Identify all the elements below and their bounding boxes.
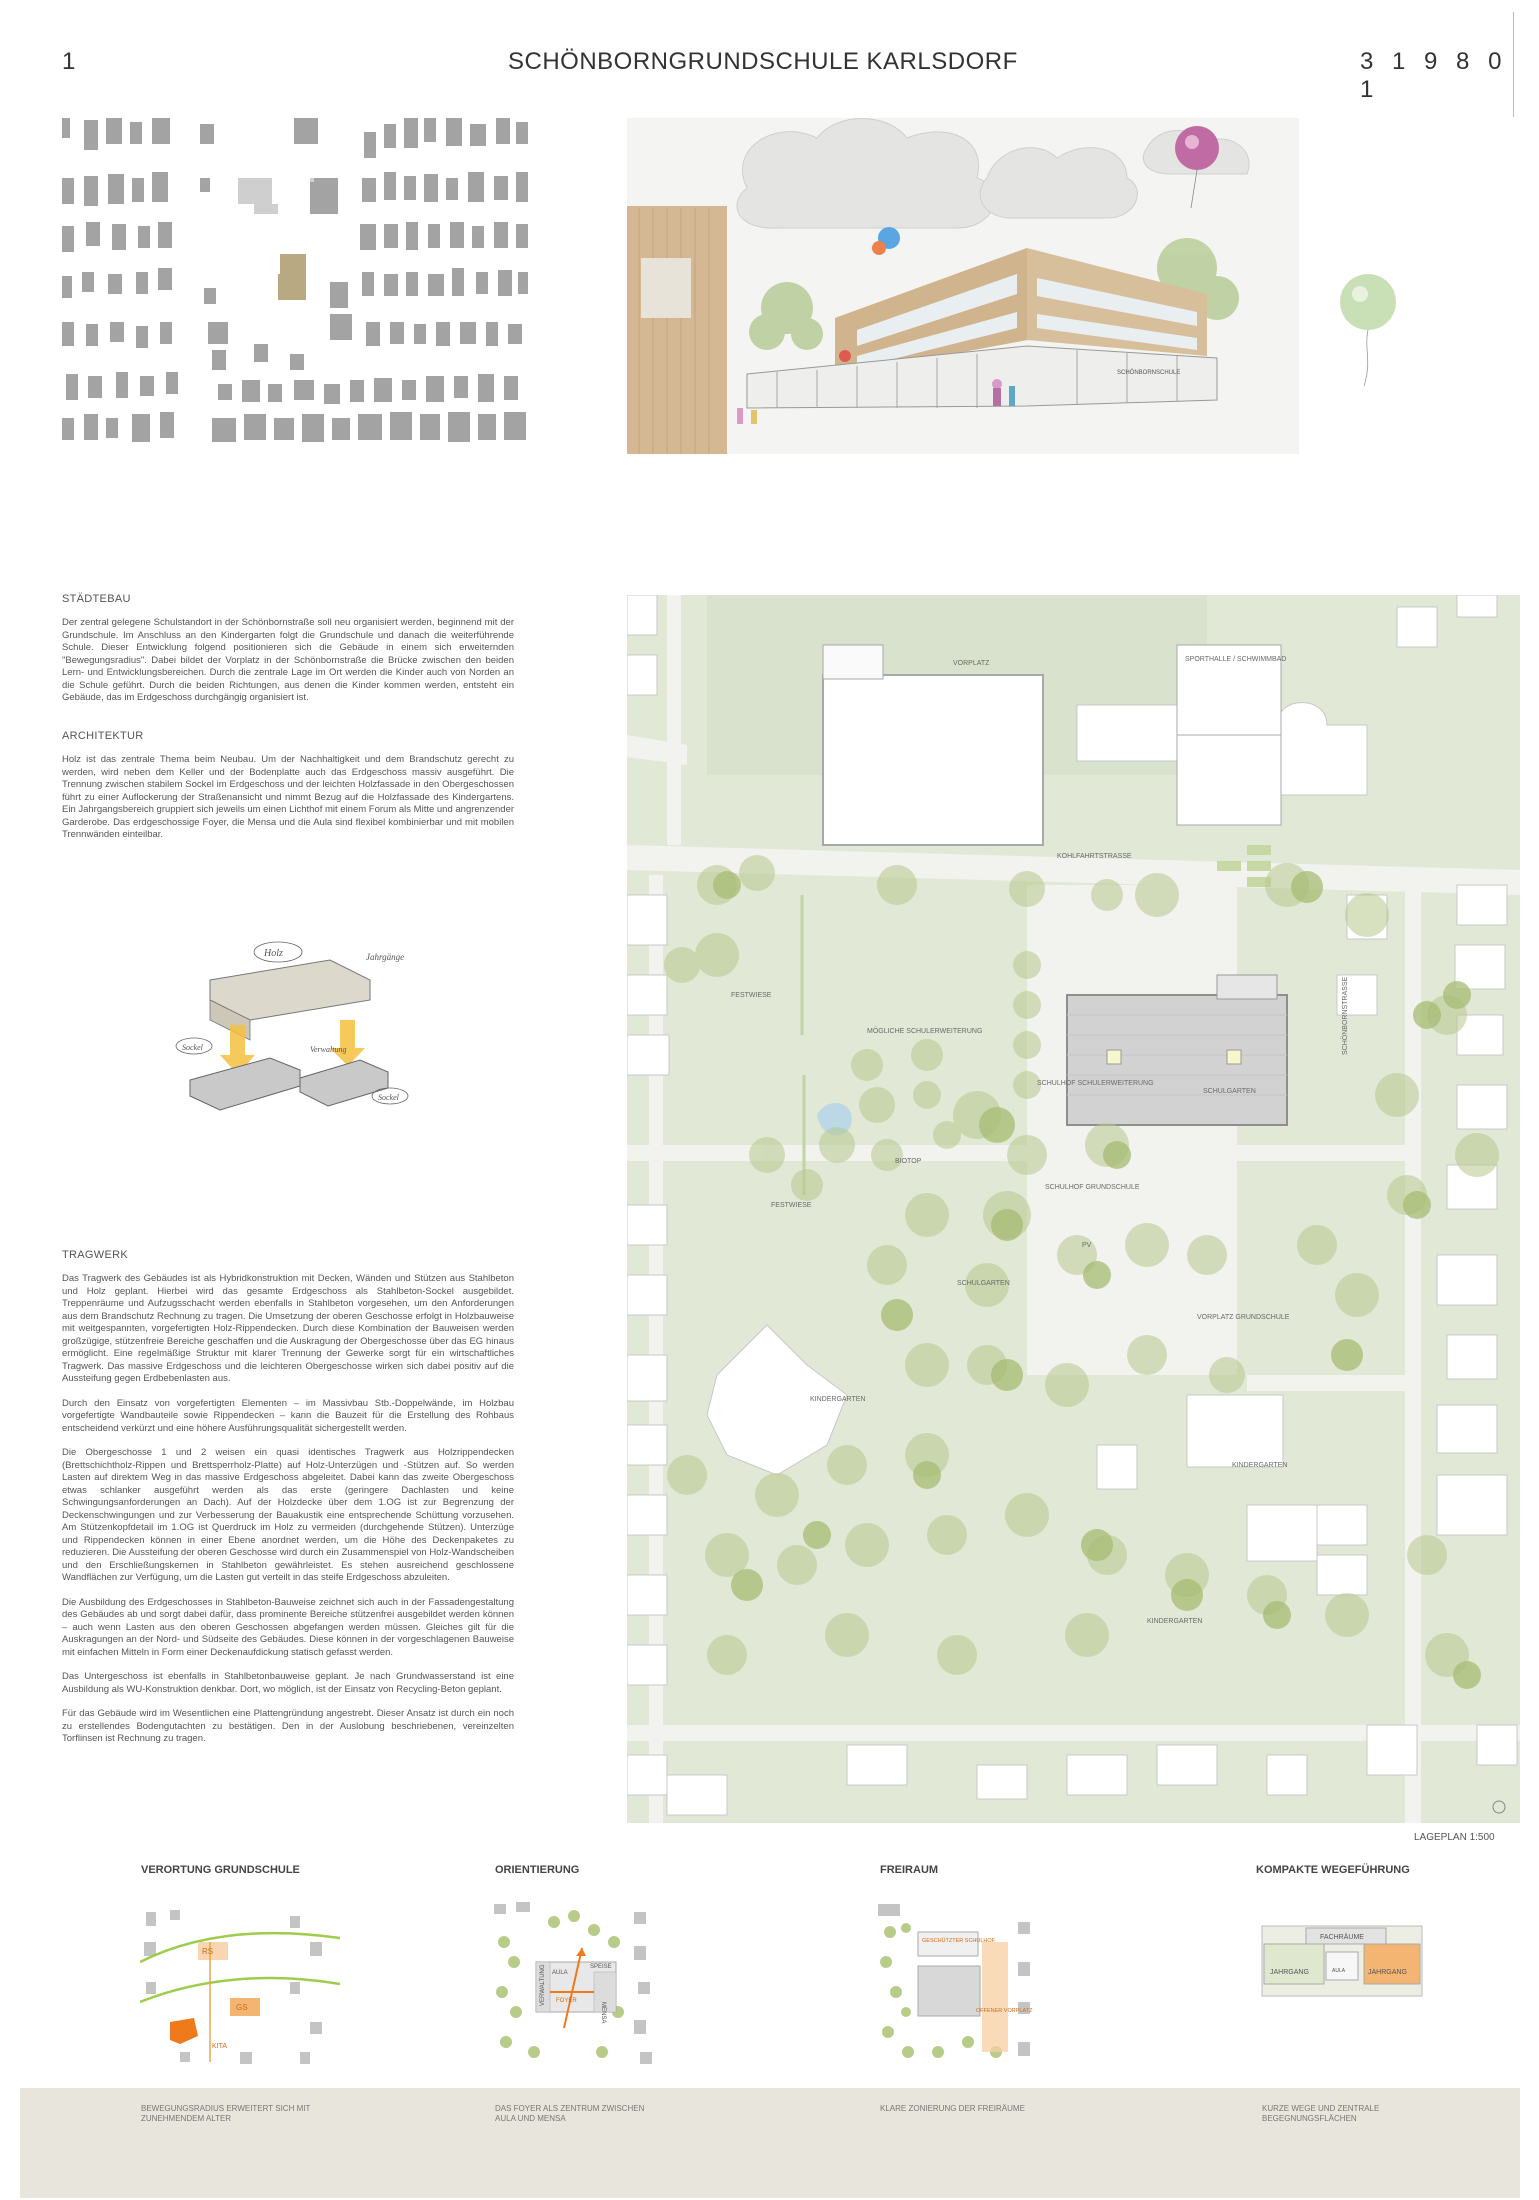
diagram-title: ORIENTIERUNG: [495, 1864, 580, 1876]
sketch-label-mid: Verwaltung: [310, 1045, 347, 1054]
right-border-line: [1513, 12, 1514, 117]
label-kindergarten-3: KINDERGARTEN: [1147, 1618, 1203, 1625]
label-fachraeume: FACHRÄUME: [1320, 1934, 1364, 1941]
label-speise: SPEISE: [590, 1964, 612, 1970]
site-plan: [627, 595, 1520, 1823]
label-schulgarten-2: SCHULGARTEN: [957, 1280, 1010, 1287]
tragwerk-text-block: [62, 1273, 514, 1746]
label-aula-small: AULA: [1332, 1968, 1346, 1974]
diagram-caption: KLARE ZONIERUNG DER FREIRÄUME: [880, 2104, 1025, 2113]
tragwerk-paragraph: Durch den Einsatz von vorgefertigten Elementen – im Massivbau Stb.-Doppelwände, im Holzbau vorgefertigte Wandbauteile sowie Rippendecken – kann die Bauzeit für die Erstellung des Rohbaus entscheidend verkürzt und eine höhere Ausführungsqualität sichergestellt werden.: [62, 1397, 514, 1434]
label-kindergarten-2: KINDERGARTEN: [1232, 1462, 1288, 1469]
tragwerk-paragraph: Die Obergeschosse 1 und 2 weisen ein quasi identisches Tragwerk aus Holzrippendecken (Brettschichtholz-Rippen und Brettsperrholz-Platte) auf Holz-Unterzügen und -Stützen auf. So werden Lasten auf direktem Weg in das massive Erdgeschoss abgeleitet. Dabei kann das zweite Obergeschoss etwas schlanker ausgeführt werden als das erste (geringere Dachlasten und keine Schwingungsanforderungen an Dach). Auf der Holzdecke über dem 1.OG ist zur Begrenzung der Deckenschwingungen und zur Verbesserung der Bauakustik eine entsprechende Schüttung vorzusehen. Am Stützenkopfdetail im 1.OG ist Querdruck im Holz zu vermeiden (durchgehende Stützen). Unterzüge und Rippendecken können in einer Ebene anordnet werden, um die Höhe des Deckenpaketes zu reduzieren. Die Aussteifung der oberen Geschosse wird durch ein Zusammenspiel von Holz-Wandscheiben und den Erschließungskernen in Stahlbeton gewährleistet. Es stehen ausreichend geschlossene Wandflächen zur Verfügung, um die Lasten gut verteilt in das steife Erdgeschoss abzuleiten.: [62, 1447, 514, 1583]
label-pv: PV: [1082, 1242, 1092, 1249]
tragwerk-paragraph: Für das Gebäude wird im Wesentlichen eine Plattengründung angestrebt. Dieser Ansatz ist durch ein noch zu erstellendes Bodengutachten zu bestätigen. Den in der Auslobung beschriebenen, vereinzelten Torflinsen ist Rechnung zu tragen.: [62, 1708, 514, 1744]
label-kita: KITA: [212, 2043, 228, 2050]
diagram-title: KOMPAKTE WEGEFÜHRUNG: [1256, 1864, 1410, 1876]
label-erweiterung: MÖGLICHE SCHULERWEITERUNG: [867, 1028, 983, 1035]
label-aula: AULA: [552, 1970, 568, 1976]
label-mensa: MENSA: [600, 2002, 606, 2024]
diagram-orientierung: [494, 1902, 664, 2072]
diagram-caption: BEWEGUNGSRADIUS ERWEITERT SICH MIT ZUNEHMENDEM ALTER: [141, 2104, 311, 2123]
tragwerk-paragraph: Die Ausbildung des Erdgeschosses in Stahlbeton-Bauweise zeichnet sich auch in der Fassadengestaltung des Gebäudes ab und sorgt dabei dafür, dass prominente Bereiche stützenfrei ausgebildet werden können – auch wenn Lasten aus den oberen Geschossen abgefangen werden müssen. Gleiches gilt für die Auskragungen an der Nord- und Südseite des Gebäudes. Diese können in der vorgeschlagenen Bauweise mit einfachen Mitteln in Form einer Deckenaufdickung statisch gefasst werden.: [62, 1596, 514, 1658]
label-festwiese-2: FESTWIESE: [771, 1202, 812, 1209]
site-plan-scale: LAGEPLAN 1:500: [1414, 1832, 1495, 1843]
label-rs: RS: [202, 1947, 214, 1956]
entry-code: 3 1 9 8 0 1: [1360, 48, 1508, 103]
page-title: SCHÖNBORNGRUNDSCHULE KARLSDORF: [508, 48, 1018, 75]
label-foyer: FOYER: [556, 1998, 577, 2004]
page-number: 1: [62, 48, 76, 75]
sketch-label-top: Holz: [264, 948, 283, 959]
label-verwaltung: VERWALTUNG: [540, 1964, 546, 2006]
concept-sketch: [160, 930, 420, 1140]
label-street-east: SCHÖNBORNSTRASSE: [1342, 976, 1349, 1055]
label-kindergarten-1: KINDERGARTEN: [810, 1396, 866, 1403]
perspective-rendering: [627, 118, 1299, 454]
label-gs: GS: [236, 2003, 248, 2012]
label-festwiese-1: FESTWIESE: [731, 992, 772, 999]
tragwerk-paragraph: Das Tragwerk des Gebäudes ist als Hybridkonstruktion mit Decken, Wänden und Stützen aus Stahlbeton und Holz geplant. Hierbei wird das gesamte Erdgeschoss als Stahlbeton-Sockel ausgebildet. Treppenräume und Aufzugsschacht werden ebenfalls in Stahlbeton vorgesehen, um den Anforderungen aus dem Brandschutz Rechnung zu tragen. Die Umsetzung der oberen Geschosse erfolgt in Holzbauweise mit weitgespannten, vorgefertigten Holz-Rippendecken. Durch diese Kombination der Bauweisen werden großzügige, stützenfreie Bereiche geschaffen und die Auskragung der Obergeschosse über das EG hinaus ermöglicht. Eine regelmäßige Struktur mit klarer Trennung der Gewerke sorgt für ein wirtschaftliches Tragwerk. Das massive Erdgeschoss und die leichteren Obergeschosse wirken sich dabei positiv auf die Aussteifung gegen Erdbebenlasten aus.: [62, 1273, 514, 1384]
label-jahrgang-left: JAHRGANG: [1270, 1969, 1309, 1976]
diagram-verortung: [140, 1902, 340, 2072]
tragwerk-paragraph: Das Untergeschoss ist ebenfalls in Stahlbetonbauweise geplant. Je nach Grundwasserstand ist eine Ausbildung als WU-Konstruktion denkbar. Dort, wo möglich, ist der Einsatz von Recycling-Beton geplant.: [62, 1671, 514, 1695]
diagram-title: FREIRAUM: [880, 1864, 939, 1876]
figure-ground-plan: [62, 118, 530, 454]
label-sporthalle: SPORTHALLE / SCHWIMMBAD: [1185, 656, 1287, 663]
sketch-label-right: Jahrgänge: [366, 952, 405, 962]
label-schulhof-erw: SCHULHOF SCHULERWEITERUNG: [1037, 1080, 1154, 1087]
sketch-label-left: Sockel: [182, 1043, 203, 1052]
label-vorplatz-gs: VORPLATZ GRUNDSCHULE: [1197, 1314, 1290, 1321]
sketch-label-base: Sockel: [378, 1093, 399, 1102]
heading-staedtebau: STÄDTEBAU: [62, 593, 131, 605]
label-jahrgang-right: JAHRGANG: [1368, 1969, 1407, 1976]
diagram-freiraum: [878, 1902, 1038, 2072]
heading-architektur: ARCHITEKTUR: [62, 730, 144, 742]
diagram-wegefuehrung: [1256, 1902, 1426, 2042]
label-geschuetzter-schulhof: GESCHÜTZTER SCHULHOF: [922, 1938, 996, 1944]
school-sign: SCHÖNBORNSCHULE: [1117, 370, 1181, 376]
label-vorplatz: VORPLATZ: [953, 660, 990, 667]
label-offener-vorplatz: OFFENER VORPLATZ: [976, 2008, 1033, 2014]
heading-tragwerk: TRAGWERK: [62, 1249, 128, 1261]
diagram-caption: DAS FOYER ALS ZENTRUM ZWISCHEN AULA UND MENSA: [495, 2104, 645, 2123]
label-schulhof-gs: SCHULHOF GRUNDSCHULE: [1045, 1184, 1140, 1191]
label-biotop: BIOTOP: [895, 1158, 922, 1165]
text-staedtebau: Der zentral gelegene Schulstandort in der Schönbornstraße soll neu organisiert werden, beginnend mit der Grundschule. Im Anschluss an den Kindergarten folgt die Grundschule und danach die weiterführende Schule. Dieser Entwicklung folgend positionieren sich die Gebäude in einem sich erweiternden "Bewegungsradius". Dabei bildet der Vorplatz in der Schönbornstraße die Brücke zwischen den beiden Lern- und Entwicklungsbereichen. Durch die zentrale Lage im Ort werden die Kinder auch von Norden an die Schule geführt. Durch die beiden Richtungen, aus denen die Kinder kommen werden, entsteht ein Gebäude, das im Erdgeschoss durchgängig organisiert ist.: [62, 617, 514, 703]
label-street-north: KOHLFAHRTSTRASSE: [1057, 853, 1132, 860]
green-balloon: [1338, 268, 1398, 388]
diagram-caption: KURZE WEGE UND ZENTRALE BEGEGNUNGSFLÄCHEN: [1262, 2104, 1380, 2123]
label-schulgarten-1: SCHULGARTEN: [1203, 1088, 1256, 1095]
text-architektur: Holz ist das zentrale Thema beim Neubau. Um der Nachhaltigkeit und dem Brandschutz gerecht zu werden, wird neben dem Keller und der Bodenplatte auch das Erdgeschoss massiv ausgeführt. Die Trennung zwischen stabilem Sockel im Erdgeschoss und der leichten Holzfassade in den Obergeschossen führt zu einer Auflockerung der Straßenansicht und nimmt Bezug auf die Holzfassade des Kindergartens. Ein Jahrgangsbereich gruppiert sich jeweils um einen Lichthof mit einem Forum als Mitte und angrenzender Garderobe. Das erdgeschossige Foyer, die Mensa und die Aula sind flexibel kombinierbar und mit mobilen Trennwänden einteilbar.: [62, 754, 515, 840]
diagram-title: VERORTUNG GRUNDSCHULE: [141, 1864, 300, 1876]
